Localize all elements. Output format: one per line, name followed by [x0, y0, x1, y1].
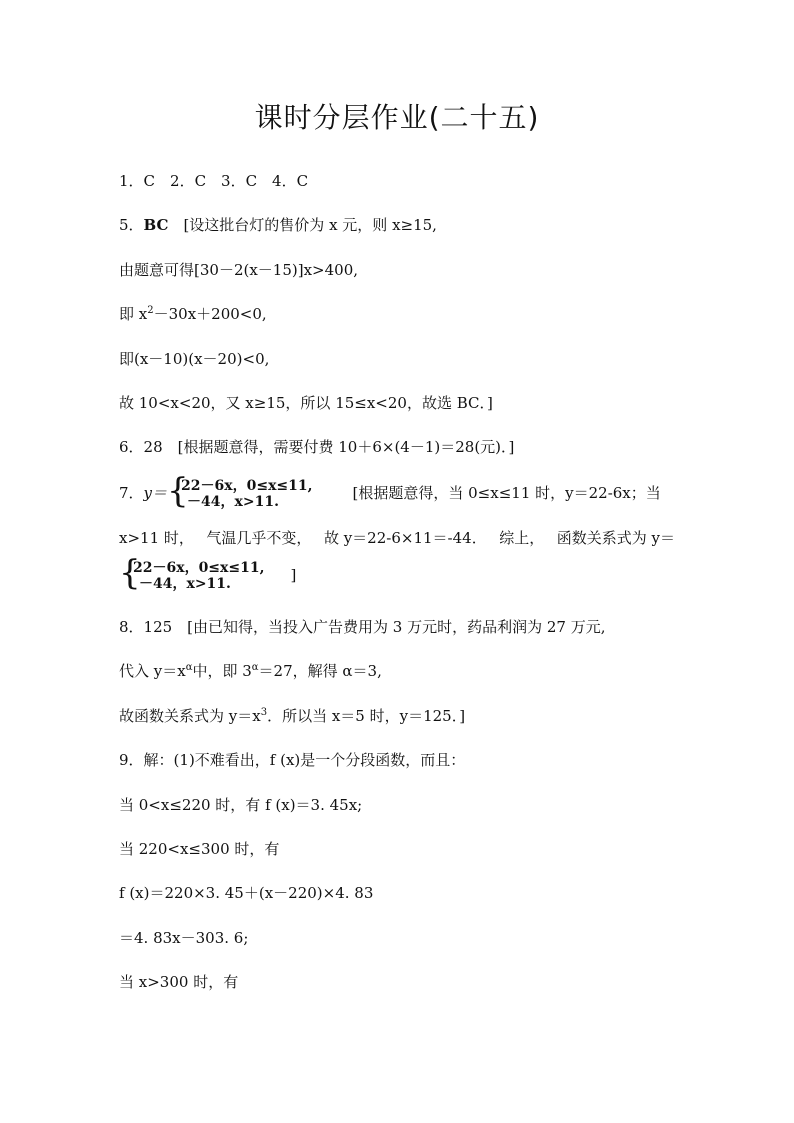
answer-line-8b — [119, 660, 382, 681]
answer-line-5d: 即(x－10)(x－20)<0, — [119, 350, 270, 368]
text-fragment: ＝27，解得 α＝3, — [258, 662, 382, 680]
answer-line-9e: ＝4. 83x－303. 6; — [119, 929, 249, 947]
text-fragment: 综上， — [499, 529, 545, 547]
case-row-1: 22－6x，0≤x≤11, — [133, 560, 265, 576]
case-row-2: －44，x>11. — [139, 576, 231, 592]
question-number: 7． — [119, 484, 144, 502]
answer-line-7c — [119, 553, 297, 593]
superscript: 2 — [147, 305, 154, 316]
answer-line-5c — [119, 303, 267, 324]
answer-line-5e: 故 10<x<20，又 x≥15，所以 15≤x<20，故选 BC．] — [119, 394, 493, 412]
question-number: 5． — [119, 216, 144, 234]
answer-line-7a — [119, 471, 661, 511]
closing-bracket: ] — [290, 566, 297, 584]
answer-line-9b: 当 0<x≤220 时，有 f (x)＝3. 45x; — [119, 796, 363, 814]
answer-line-8c — [119, 705, 465, 726]
answer-line-9a: 9．解：(1)不难看出，f (x)是一个分段函数，而且： — [119, 751, 466, 769]
superscript: α — [185, 662, 193, 673]
answer-line-7b — [119, 527, 675, 548]
text-fragment: 故 y＝22-6×11＝-44． — [323, 529, 487, 547]
answer-line-9c: 当 220<x≤300 时，有 — [119, 840, 280, 858]
text-fragment: 中，即 3 — [192, 662, 252, 680]
text-fragment: 即 x — [119, 305, 148, 323]
answer-line-5b: 由题意可得[30－2(x－15)]x>400, — [119, 261, 359, 279]
text-fragment: 函数关系式为 y＝ — [556, 529, 675, 547]
answer-line-9d: f (x)＝220×3. 45＋(x－220)×4. 83 — [119, 884, 374, 902]
answer-line-5a — [119, 214, 437, 235]
superscript: 3 — [260, 707, 268, 718]
text-fragment: ．所以当 x＝5 时，y＝125．] — [267, 707, 466, 725]
text-fragment: 气温几乎不变， — [206, 529, 312, 547]
page-title: 课时分层作业(二十五) — [254, 101, 540, 134]
brace-glyph: { — [119, 553, 141, 593]
explanation-text: [根据题意得，当 0≤x≤11 时，y＝22-6x；当 — [352, 484, 661, 502]
answer-line-1-4: 1．C 2．C 3．C 4．C — [119, 172, 309, 190]
explanation-text: [设这批台灯的售价为 x 元，则 x≥15, — [168, 216, 437, 234]
piecewise-formula — [119, 553, 265, 593]
text-fragment: x>11 时， — [119, 529, 194, 547]
case-row-2: －44，x>11. — [187, 494, 279, 510]
text-fragment: －30x＋200<0, — [153, 305, 267, 323]
answer-line-9f: 当 x>300 时，有 — [119, 973, 239, 991]
text-fragment: 代入 y＝x — [119, 662, 186, 680]
answer-line-8a: 8．125 [由已知得，当投入广告费用为 3 万元时，药品利润为 27 万元, — [119, 618, 606, 636]
brace-glyph: { — [167, 471, 189, 511]
answer-choice: BC — [143, 216, 169, 234]
answer-line-6: 6．28 [根据题意得，需要付费 10＋6×(4－1)＝28(元)．] — [119, 438, 515, 456]
text-fragment: 故函数关系式为 y＝x — [119, 707, 261, 725]
formula-lhs: y＝ — [143, 484, 168, 502]
case-row-1: 22－6x，0≤x≤11, — [181, 478, 313, 494]
piecewise-formula — [167, 471, 313, 511]
superscript: α — [251, 662, 259, 673]
